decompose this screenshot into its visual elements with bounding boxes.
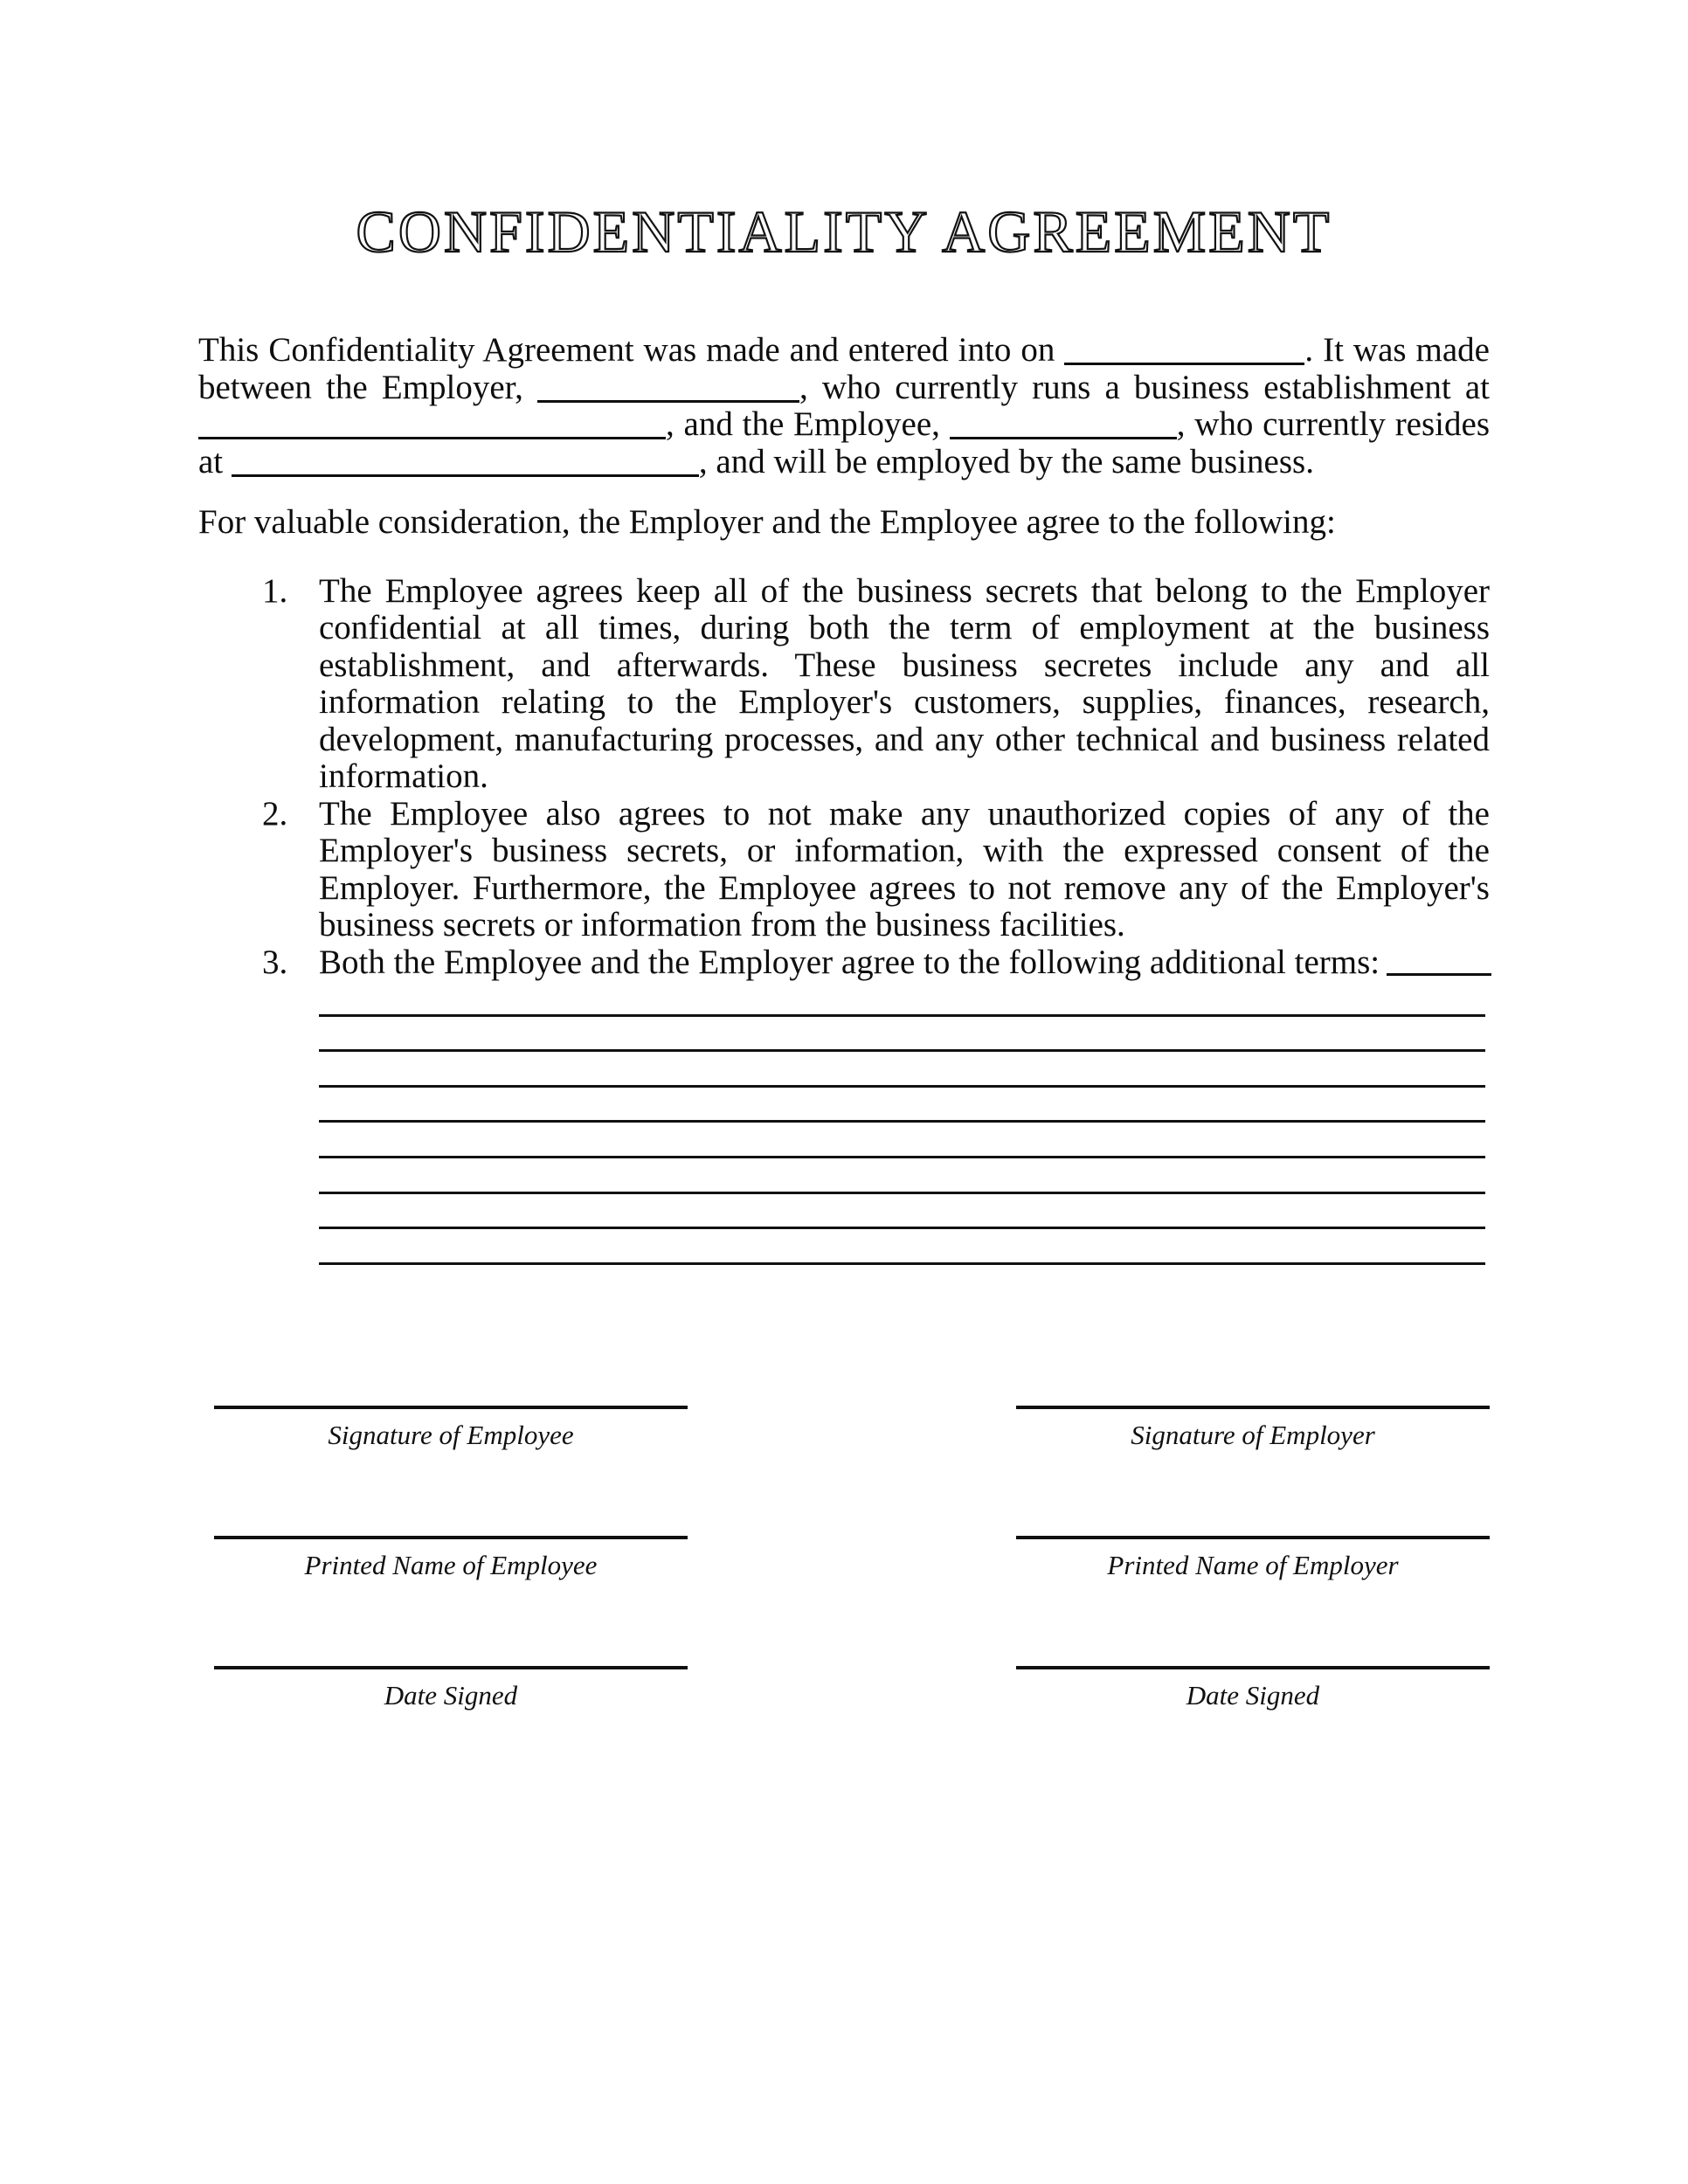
employee-signature-block	[214, 1406, 688, 1451]
blank-additional-terms-inline	[1387, 950, 1491, 976]
employee-printed-name-block	[214, 1536, 688, 1581]
blank-business-address	[198, 413, 666, 439]
blank-employee-address	[232, 451, 699, 477]
employer-date-signed-label: Date Signed	[1186, 1679, 1320, 1711]
employee-signature-label: Signature of Employee	[328, 1419, 574, 1450]
document-title	[0, 180, 1688, 280]
additional-terms-blank-line	[319, 1229, 1485, 1265]
employee-date-signed-label: Date Signed	[384, 1679, 518, 1711]
employee-signature-line	[214, 1406, 688, 1409]
intro-paragraph	[198, 332, 1490, 480]
document-title-text: CONFIDENTIALITY AGREEMENT	[356, 198, 1332, 265]
employee-date-signed-line	[214, 1666, 688, 1669]
employer-signature-block	[1016, 1406, 1490, 1451]
intro-text-1: This Confidentiality Agreement was made and entered into on	[198, 331, 1065, 369]
term-item-1	[198, 573, 1490, 796]
additional-terms-blank-line	[319, 1158, 1485, 1194]
blank-date-of-agreement	[1064, 339, 1304, 365]
employee-printed-name-label: Printed Name of Employee	[304, 1549, 598, 1580]
additional-terms-blank-line	[319, 1017, 1485, 1053]
additional-terms-blank-line	[319, 1123, 1485, 1158]
term-text-1: The Employee agrees keep all of the business secrets that belong to the Employer confidential at all times, during both the term of employment at the business establishment, and afterwards. These business secretes include any and all information relating to the Employer's customers, supplies, finances, research, development, manufacturing processes, and any other technical and business related information.	[319, 571, 1490, 795]
intro-text-3: , who currently runs a business establishment at	[799, 368, 1490, 406]
term-text-2: The Employee also agrees to not make any unauthorized copies of any of the Employer's business secrets, or information, with the expressed consent of the Employer. Furthermore, the Employee agrees to not remove any of the Employer's business secrets or information from the business facilities.	[319, 794, 1490, 943]
additional-terms-blank-line	[319, 1194, 1485, 1230]
employee-signature-column	[214, 1406, 688, 1711]
employer-signature-column	[1016, 1406, 1490, 1711]
blank-employee-name	[950, 413, 1177, 439]
employer-printed-name-block	[1016, 1536, 1490, 1581]
term-number-1: 1.	[262, 571, 288, 610]
term-item-3	[198, 944, 1490, 982]
intro-text-2: . It was made between the Employer,	[198, 331, 1490, 406]
term-item-2	[198, 796, 1490, 944]
document-body	[0, 332, 1688, 1711]
signature-section	[214, 1406, 1490, 1711]
term-text-3: Both the Employee and the Employer agree to the following additional terms:	[319, 943, 1380, 981]
term-line-3	[319, 944, 1491, 982]
blank-employer-name	[537, 377, 799, 403]
document-header	[0, 0, 1688, 280]
additional-terms-blank-line	[319, 981, 1485, 1017]
intro-text-4: , and the Employee,	[666, 405, 950, 443]
additional-terms-blank-line	[319, 1088, 1485, 1123]
additional-terms-blank-line	[319, 1052, 1485, 1088]
employee-printed-name-line	[214, 1536, 688, 1539]
term-number-2: 2.	[262, 794, 288, 833]
additional-terms-write-in-area	[319, 981, 1485, 1265]
employer-printed-name-label: Printed Name of Employer	[1107, 1549, 1399, 1580]
terms-list	[198, 573, 1490, 982]
term-number-3: 3.	[262, 943, 288, 981]
employee-date-signed-block	[214, 1666, 688, 1711]
employer-date-signed-line	[1016, 1666, 1490, 1669]
employer-date-signed-block	[1016, 1666, 1490, 1711]
intro-text-5: , who currently resides at	[198, 405, 1490, 480]
employer-signature-label: Signature of Employer	[1131, 1419, 1375, 1450]
consideration-paragraph: For valuable consideration, the Employer and the Employee agree to the following:	[198, 503, 1336, 541]
employer-signature-line	[1016, 1406, 1490, 1409]
intro-text-6: , and will be employed by the same business.	[698, 442, 1314, 480]
employer-printed-name-line	[1016, 1536, 1490, 1539]
